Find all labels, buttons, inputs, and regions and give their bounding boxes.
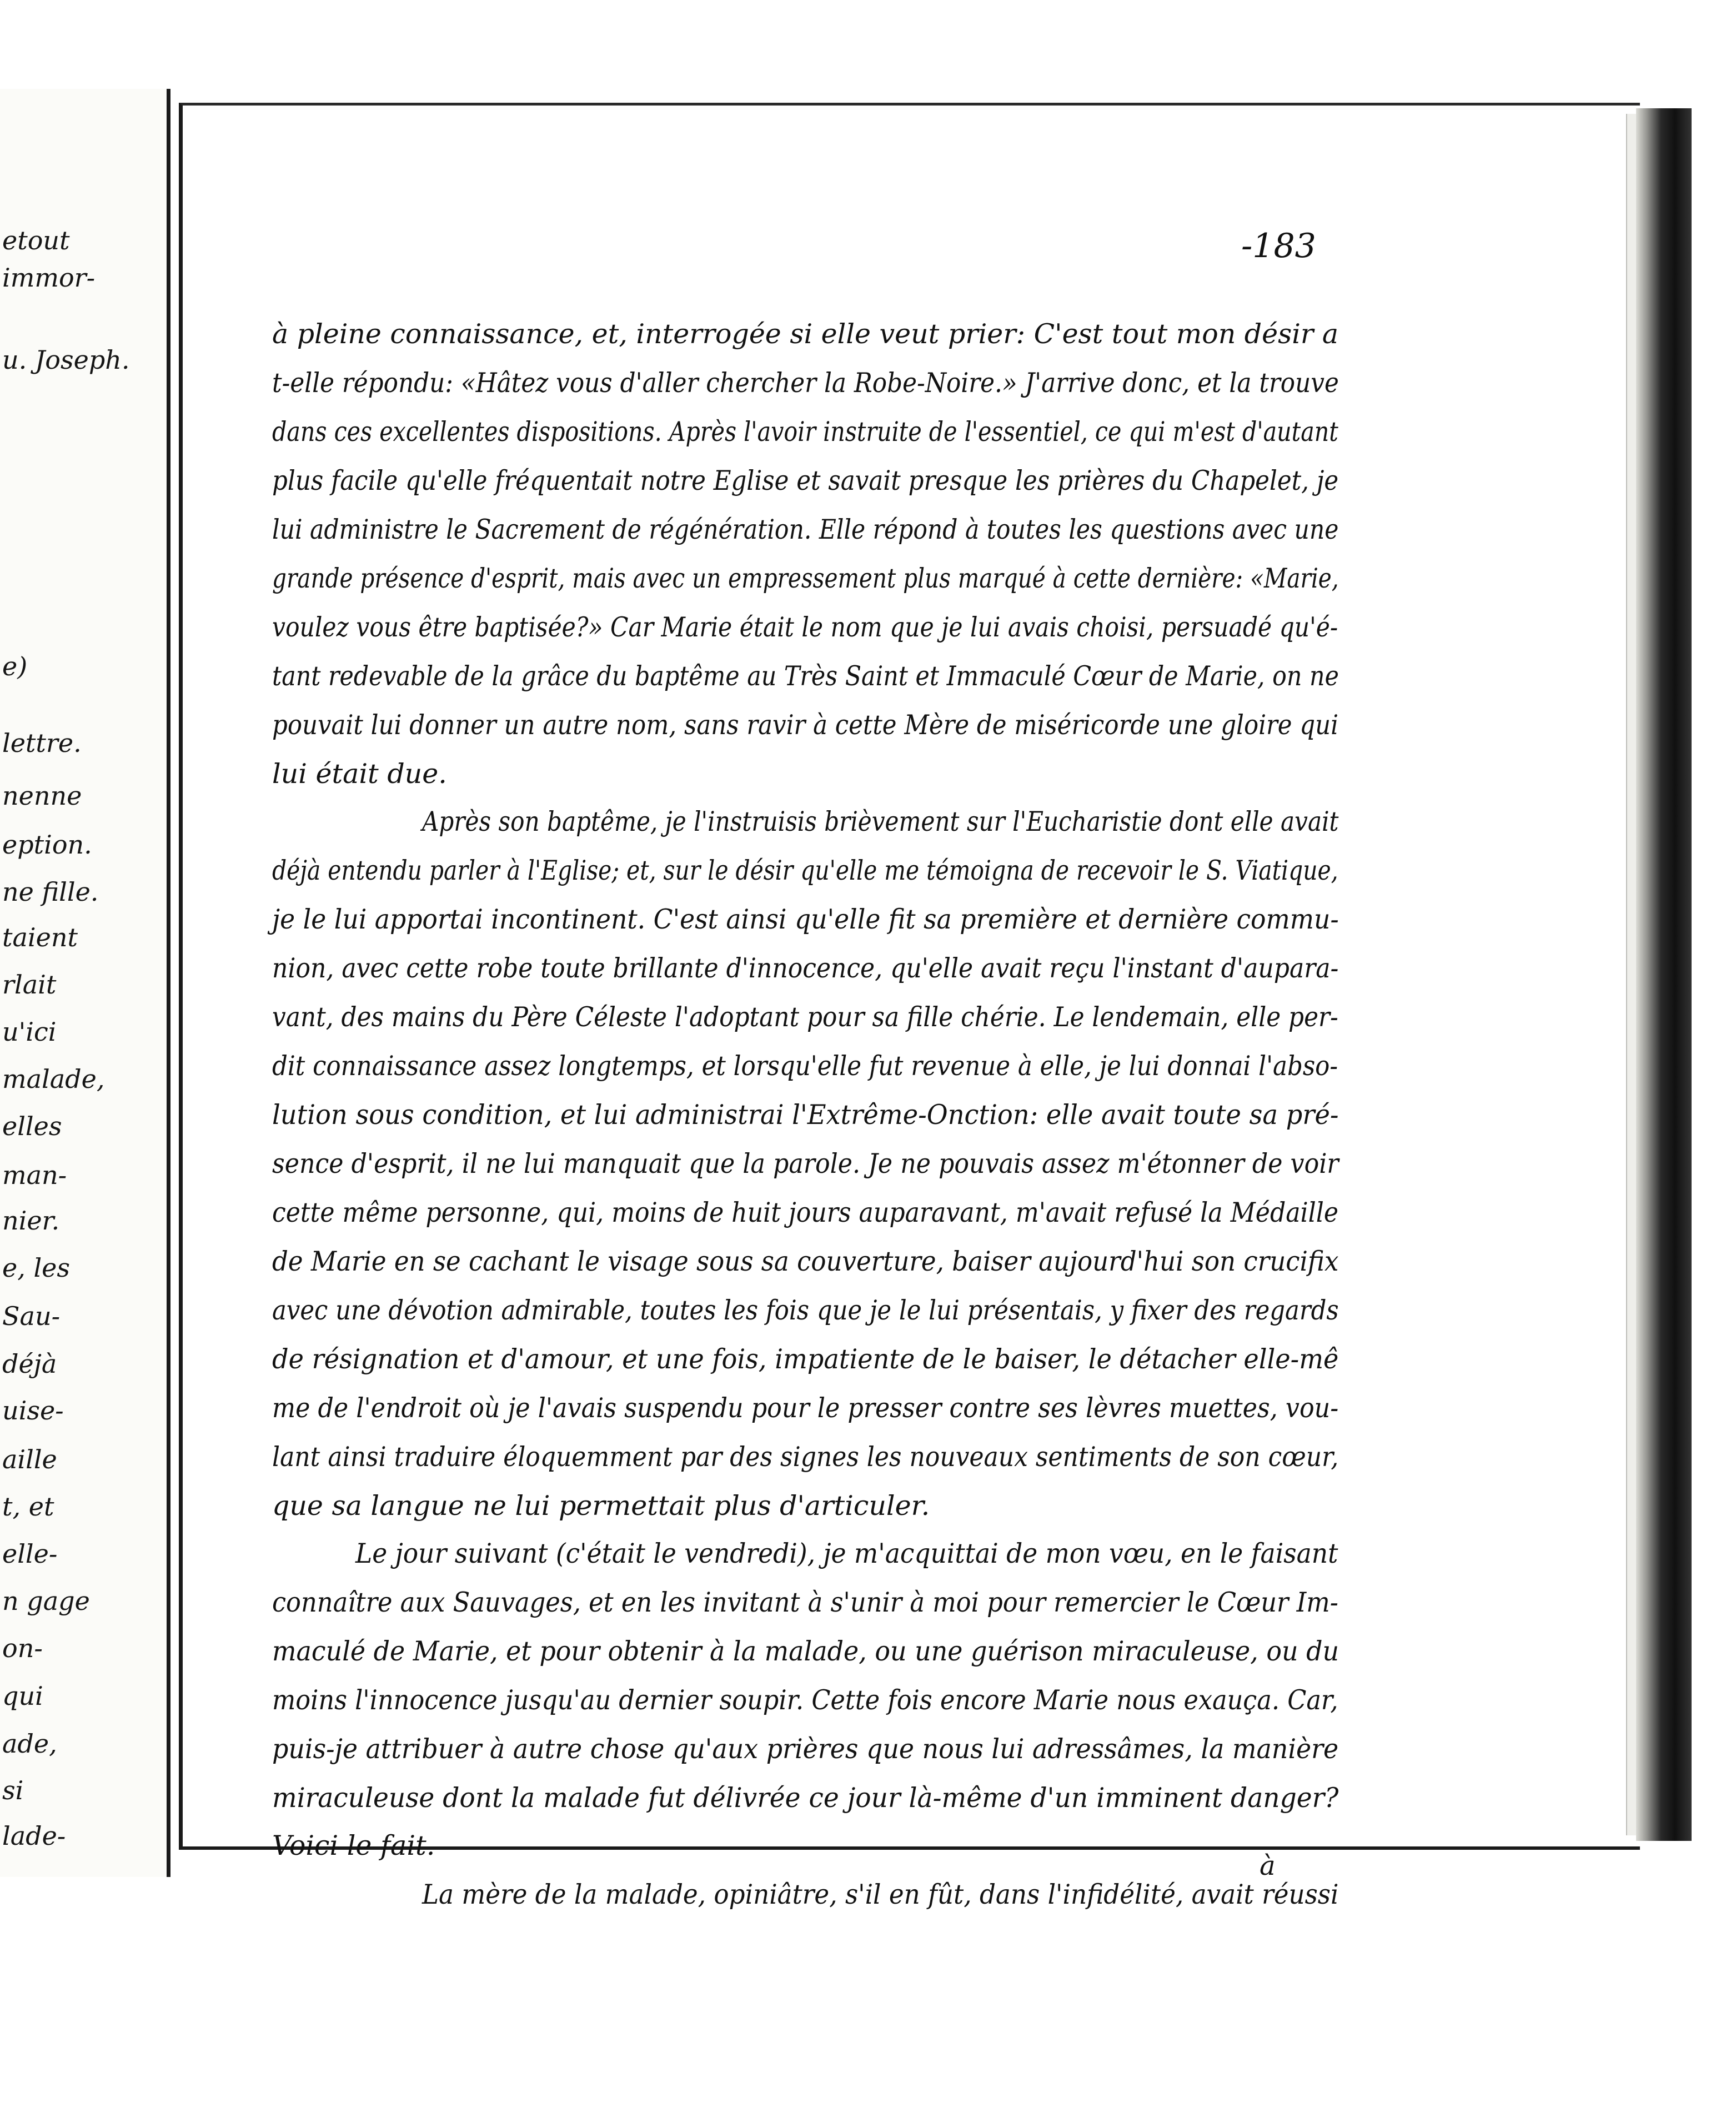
facing-page-line: nier. [2, 1206, 60, 1236]
facing-page-line: etout [2, 225, 70, 255]
facing-page-line: Sau- [2, 1301, 61, 1331]
facing-page-fragment [0, 89, 170, 1877]
text-line: lant ainsi traduire éloquemment par des signes les nouveaux sentiments de son cœur, [272, 1441, 1339, 1473]
facing-page-line: ne fille. [2, 877, 99, 907]
text-line: nion, avec cette robe toute brillante d'innocence, qu'elle avait reçu l'instant d'aupara- [272, 952, 1339, 984]
binding-edge [1636, 108, 1692, 1841]
text-line: maculé de Marie, et pour obtenir à la malade, ou une guérison miraculeuse, ou du [272, 1635, 1339, 1667]
text-line: me de l'endroit où je l'avais suspendu pour le presser contre ses lèvres muettes, vou- [272, 1392, 1339, 1424]
facing-page-line: rlait [2, 970, 57, 1000]
text-line: voulez vous être baptisée?» Car Marie était le nom que je lui avais choisi, persuadé qu'é- [272, 611, 1338, 643]
facing-page-line: qui [2, 1681, 43, 1711]
facing-page-line: n gage [2, 1586, 90, 1616]
facing-page-line: lade- [2, 1821, 66, 1851]
facing-page-line: immor- [2, 263, 96, 293]
text-line: vant, des mains du Père Céleste l'adoptant pour sa fille chérie. Le lendemain, elle per- [272, 1001, 1338, 1033]
text-line: lui était due. [272, 758, 447, 790]
facing-page-line: ade, [2, 1729, 57, 1759]
catchword: à [1260, 1850, 1276, 1881]
facing-page-line: elles [2, 1111, 62, 1141]
facing-page-line: malade, [2, 1064, 105, 1094]
facing-page-line: taient [2, 922, 78, 952]
text-line: déjà entendu parler à l'Eglise; et, sur le désir qu'elle me témoigna de recevoir le S. Viatique, [272, 855, 1338, 886]
facing-page-line: e, les [2, 1253, 71, 1283]
text-line: de résignation et d'amour, et une fois, impatiente de le baiser, le détacher elle-mê [272, 1343, 1339, 1375]
text-line: pouvait lui donner un autre nom, sans ravir à cette Mère de miséricorde une gloire qui [272, 709, 1339, 741]
text-line: Voici le fait. [272, 1830, 435, 1861]
text-line: cette même personne, qui, moins de huit jours auparavant, m'avait refusé la Médaille [272, 1197, 1339, 1228]
text-line: lui administre le Sacrement de régénération. Elle répond à toutes les questions avec une [272, 514, 1339, 545]
facing-page-line: eption. [2, 830, 92, 860]
text-line: plus facile qu'elle fréquentait notre Eglise et savait presque les prières du Chapelet, je [272, 465, 1339, 496]
text-line: tant redevable de la grâce du baptême au Très Saint et Immaculé Cœur de Marie, on ne [272, 660, 1339, 692]
text-line: de Marie en se cachant le visage sous sa couverture, baiser aujourd'hui son crucifix [272, 1246, 1339, 1277]
text-line: dit connaissance assez longtemps, et lorsqu'elle fut revenue à elle, je lui donnai l'abso- [272, 1050, 1338, 1082]
facing-page-line: uise- [2, 1396, 64, 1426]
text-line: dans ces excellentes dispositions. Après l'avoir instruite de l'essentiel, ce qui m'est d'autant [272, 416, 1338, 448]
text-line: miraculeuse dont la malade fut délivrée ce jour là-même d'un imminent danger? [272, 1782, 1339, 1814]
facing-page-line: aille [2, 1444, 57, 1474]
facing-page-line: man- [2, 1160, 67, 1190]
text-line: à pleine connaissance, et, interrogée si elle veut prier: C'est tout mon désir a [272, 318, 1339, 350]
text-line: puis-je attribuer à autre chose qu'aux prières que nous lui adressâmes, la manière [272, 1733, 1339, 1765]
page-number: -183 [1241, 227, 1316, 265]
facing-page-line: si [2, 1775, 24, 1805]
facing-page-line: e) [2, 651, 28, 681]
facing-page-line: lettre. [2, 728, 82, 758]
text-line: je le lui apportai incontinent. C'est ainsi qu'elle fit sa première et dernière commu- [272, 904, 1339, 935]
text-line: La mère de la malade, opiniâtre, s'il en fût, dans l'infidélité, avait réussi [422, 1879, 1339, 1910]
text-line: connaître aux Sauvages, et en les invitant à s'unir à moi pour remercier le Cœur Im- [272, 1587, 1338, 1618]
text-line: sence d'esprit, il ne lui manquait que la parole. Je ne pouvais assez m'étonner de voir [272, 1148, 1339, 1180]
text-line: grande présence d'esprit, mais avec un empressement plus marqué à cette dernière: «Marie, [272, 563, 1339, 594]
text-line: lution sous condition, et lui administrai l'Extrême-Onction: elle avait toute sa pré- [272, 1099, 1339, 1131]
text-line: que sa langue ne lui permettait plus d'articuler. [272, 1490, 930, 1522]
text-line: avec une dévotion admirable, toutes les fois que je le lui présentais, y fixer des regards [272, 1294, 1339, 1326]
text-line: t-elle répondu: «Hâtez vous d'aller chercher la Robe-Noire.» J'arrive donc, et la trouve [272, 367, 1339, 399]
facing-page-line: déjà [2, 1349, 57, 1379]
text-line: Après son baptême, je l'instruisis brièvement sur l'Eucharistie dont elle avait [422, 806, 1339, 837]
facing-page-line: u'ici [2, 1017, 57, 1047]
text-line: Le jour suivant (c'était le vendredi), je m'acquittai de mon vœu, en le faisant [355, 1538, 1338, 1569]
facing-page-line: u. Joseph. [2, 345, 130, 375]
text-line: moins l'innocence jusqu'au dernier soupir. Cette fois encore Marie nous exauça. Car, [272, 1684, 1338, 1716]
facing-page-line: on- [2, 1633, 43, 1663]
facing-page-line: t, et [2, 1492, 54, 1522]
facing-page-line: elle- [2, 1539, 58, 1569]
page-edge-strip [1626, 114, 1637, 1835]
facing-page-line: nenne [2, 781, 82, 811]
